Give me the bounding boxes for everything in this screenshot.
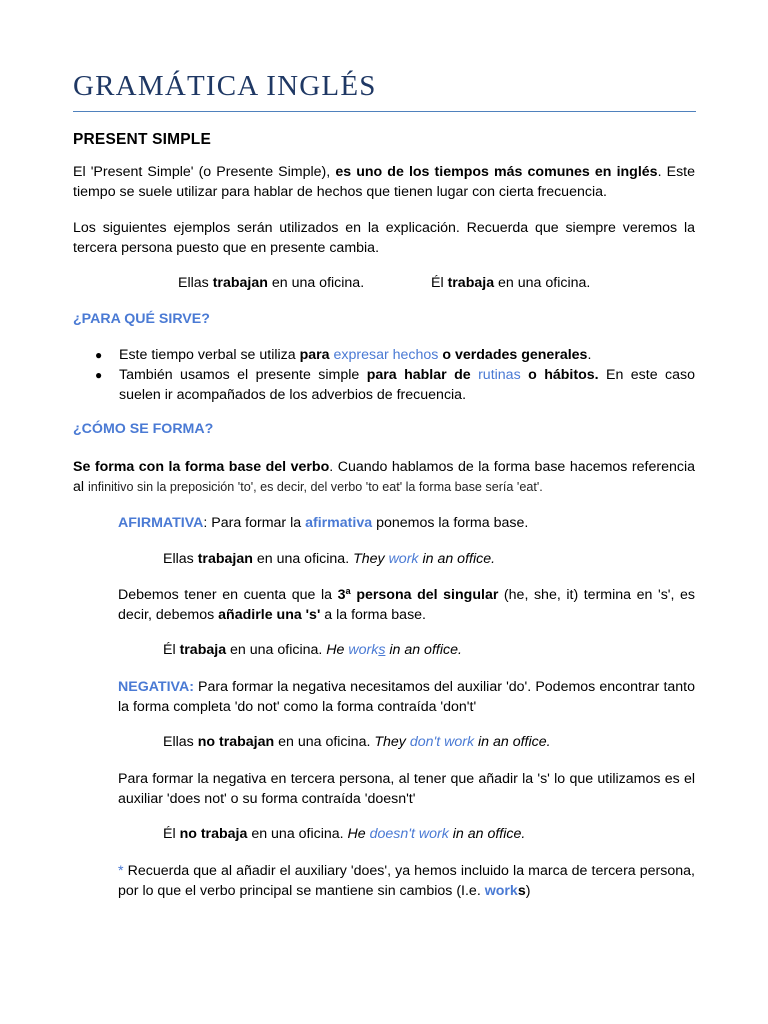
example-english: They xyxy=(374,734,410,750)
example-english: He xyxy=(347,826,370,842)
example-english: He xyxy=(326,642,349,658)
negativa-paragraph xyxy=(118,677,695,717)
bullet-icon: ● xyxy=(95,368,103,382)
negativa-example-2 xyxy=(163,824,525,844)
example-text: en una oficina. xyxy=(247,826,348,842)
bullet-bold-text: para hablar de xyxy=(366,367,479,383)
forma-text: . Cuando hablamos de la forma base hacemos referencia al xyxy=(73,459,695,495)
afirmativa-blue-word: afirmativa xyxy=(305,515,373,531)
afirmativa-text: ponemos la forma base. xyxy=(372,515,529,531)
example-verb: no trabaja xyxy=(179,826,248,842)
example-text: Él xyxy=(431,275,448,291)
bullet-blue-text: expresar hechos xyxy=(333,347,439,363)
example-text: Ellas xyxy=(163,734,198,750)
intro-text-end: . Este tiempo se suele utilizar para hablar de hechos que tienen lugar con cierta frecuencia. xyxy=(73,164,695,200)
example-verb: trabajan xyxy=(197,551,253,567)
intro-paragraph-2: Los siguientes ejemplos serán utilizados en la explicación. Recuerda que siempre veremos la tercera persona puesto que en presente cambia. xyxy=(73,220,695,256)
bullet-icon: ● xyxy=(95,348,103,362)
afirmativa-example xyxy=(163,549,495,569)
negativa-label: NEGATIVA: xyxy=(118,679,194,695)
example-english-verb: don't work xyxy=(409,734,475,750)
example-english: in an office. xyxy=(418,551,496,567)
example-english-verb: doesn't work xyxy=(369,826,449,842)
forma-bold-text: Se forma con la forma base del verbo xyxy=(73,459,330,475)
example-verb: trabajan xyxy=(212,275,268,291)
intro-text: El 'Present Simple' (o Presente Simple), xyxy=(73,164,336,180)
example-english: They xyxy=(353,551,389,567)
reminder-suffix: s xyxy=(517,883,526,899)
example-verb: no trabajan xyxy=(197,734,275,750)
asterisk-mark: * xyxy=(118,863,124,879)
afirmativa-example-2 xyxy=(163,640,462,660)
example-text: Ellas xyxy=(178,275,213,291)
title-underline-rule xyxy=(73,111,696,112)
example-text: Ellas xyxy=(163,551,198,567)
afirmativa-line xyxy=(118,513,528,533)
negativa-tercera-note: Para formar la negativa en tercera persona, al tener que añadir la 's' lo que utilizamos es el auxiliar 'does not' o su forma contraída 'doesn't' xyxy=(118,771,695,807)
bullet-text: . xyxy=(587,347,592,363)
example-ellas xyxy=(178,273,364,293)
bullet-bold-text: o verdades generales xyxy=(438,347,588,363)
reminder-verb: work xyxy=(484,883,518,899)
example-english-verb: work xyxy=(348,642,379,658)
negativa-example xyxy=(163,732,551,752)
afirmativa-label: AFIRMATIVA xyxy=(118,515,204,531)
example-text: en una oficina. xyxy=(494,275,591,291)
negativa-text: Para formar la negativa necesitamos del auxiliar 'do'. Podemos encontrar tanto la forma completa 'do not' como la forma contraída 'don't' xyxy=(118,679,695,715)
list-item xyxy=(73,365,695,405)
intro-bold-text: es uno de los tiempos más comunes en inglés xyxy=(335,164,658,180)
forma-small-text: infinitivo sin la preposición 'to', es decir, del verbo 'to eat' la forma base sería 'eat'. xyxy=(87,480,543,494)
bullet-bold-text: para xyxy=(299,347,334,363)
bullet-text: Este tiempo verbal se utiliza xyxy=(119,347,300,363)
intro-paragraph-1 xyxy=(73,162,695,202)
note-text: a la forma base. xyxy=(320,607,427,623)
example-english-verb: work xyxy=(388,551,419,567)
example-text: en una oficina. xyxy=(226,642,327,658)
uses-bullet-list xyxy=(73,345,695,405)
example-text: en una oficina. xyxy=(252,551,354,567)
afirmativa-text: : Para formar la xyxy=(203,515,306,531)
example-verb: trabaja xyxy=(179,642,227,658)
example-text: Él xyxy=(163,826,180,842)
bullet-text: También usamos el presente simple xyxy=(119,367,367,383)
example-text: Él xyxy=(163,642,180,658)
example-english: in an office. xyxy=(474,734,551,750)
tercera-persona-note xyxy=(118,585,695,625)
bullet-bold-text: o hábitos. xyxy=(520,367,599,383)
reminder-note xyxy=(118,861,695,901)
example-english-suffix: s xyxy=(378,642,386,658)
bullet-blue-text: rutinas xyxy=(478,367,521,383)
note-bold-text: añadirle una 's' xyxy=(218,607,321,623)
example-verb: trabaja xyxy=(447,275,495,291)
example-el xyxy=(431,273,590,293)
note-bold-text: 3ª persona del singular xyxy=(337,587,499,603)
document-title: GRAMÁTICA INGLÉS xyxy=(73,70,377,102)
example-english: in an office. xyxy=(385,642,462,658)
reminder-text: ) xyxy=(525,883,531,899)
example-text: en una oficina. xyxy=(267,275,365,291)
example-english: in an office. xyxy=(448,826,526,842)
reminder-text: Recuerda que al añadir el auxiliary 'does', ya hemos incluido la marca de tercera persona, por lo que el verbo principal se mantiene sin cambios (I.e. xyxy=(118,863,695,899)
heading-para-que-sirve: ¿PARA QUÉ SIRVE? xyxy=(73,311,210,327)
heading-como-se-forma: ¿CÓMO SE FORMA? xyxy=(73,421,214,437)
section-title: PRESENT SIMPLE xyxy=(73,131,212,148)
bullet-text: En este caso suelen ir acompañados de los adverbios de frecuencia. xyxy=(119,367,695,403)
note-text: Debemos tener en cuenta que la xyxy=(118,587,338,603)
example-text: en una oficina. xyxy=(274,734,375,750)
list-item xyxy=(73,345,695,365)
forma-base-paragraph xyxy=(73,457,695,497)
note-text: (he, she, it) termina en 's', es decir, debemos xyxy=(118,587,695,623)
